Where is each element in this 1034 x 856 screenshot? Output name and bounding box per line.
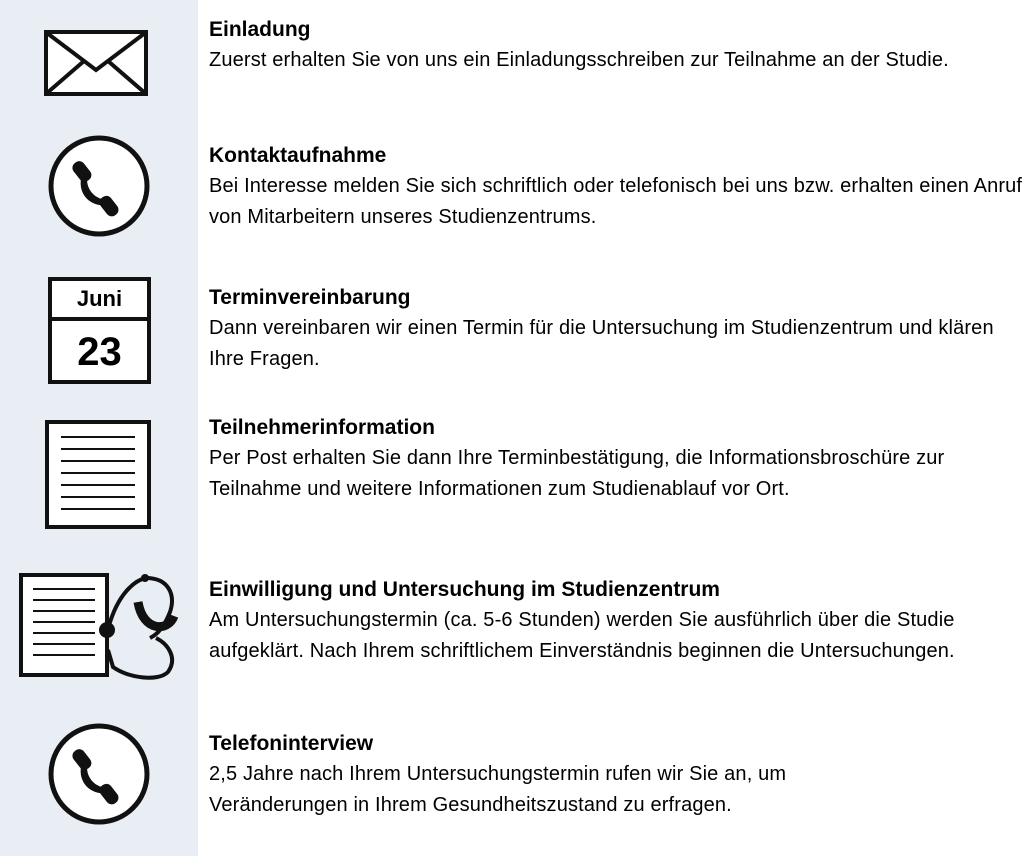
step-title: Einladung [209,18,311,41]
document-stethoscope-icon [18,572,184,684]
step-title: Telefoninterview [209,732,374,755]
step-title: Kontaktaufnahme [209,144,387,167]
phone-icon [46,721,152,827]
step-text: Am Untersuchungstermin (ca. 5-6 Stunden) werden Sie ausführlich über die Studie aufgeklärt. Nach Ihrem schriftlichem Einverständnis beginnen die Untersuchungen. [209,609,955,662]
step-einladung [209,15,1024,76]
step-text: Dann vereinbaren wir einen Termin für die Untersuchung im Studienzentrum und klären Ihre Fragen. [209,317,994,370]
step-text: 2,5 Jahre nach Ihrem Untersuchungstermin rufen wir Sie an, um Veränderungen in Ihrem Gesundheitszustand zu erfragen. [209,763,787,816]
calendar-icon [48,277,151,384]
step-telefoninterview [209,729,1024,820]
calendar-month: Juni [76,286,123,311]
step-title: Teilnehmerinformation [209,416,435,439]
step-title: Einwilligung und Untersuchung im Studienzentrum [209,578,720,601]
step-title: Terminvereinbarung [209,286,411,309]
step-text: Per Post erhalten Sie dann Ihre Terminbestätigung, die Informationsbroschüre zur Teilnahme und weitere Informationen zum Studienablauf vor Ort. [209,447,945,500]
step-kontaktaufnahme [209,141,1024,232]
calendar-day: 23 [77,330,122,374]
step-einwilligung [209,575,1024,666]
step-text: Zuerst erhalten Sie von uns ein Einladungsschreiben zur Teilnahme an der Studie. [209,49,949,71]
step-teilnehmerinformation [209,413,1024,504]
step-text: Bei Interesse melden Sie sich schriftlich oder telefonisch bei uns bzw. erhalten einen Anruf von Mitarbeitern unseres Studienzentrums. [209,175,1023,228]
envelope-icon [44,30,148,96]
document-icon [45,420,151,529]
phone-icon [46,133,152,239]
step-terminvereinbarung [209,283,1024,374]
